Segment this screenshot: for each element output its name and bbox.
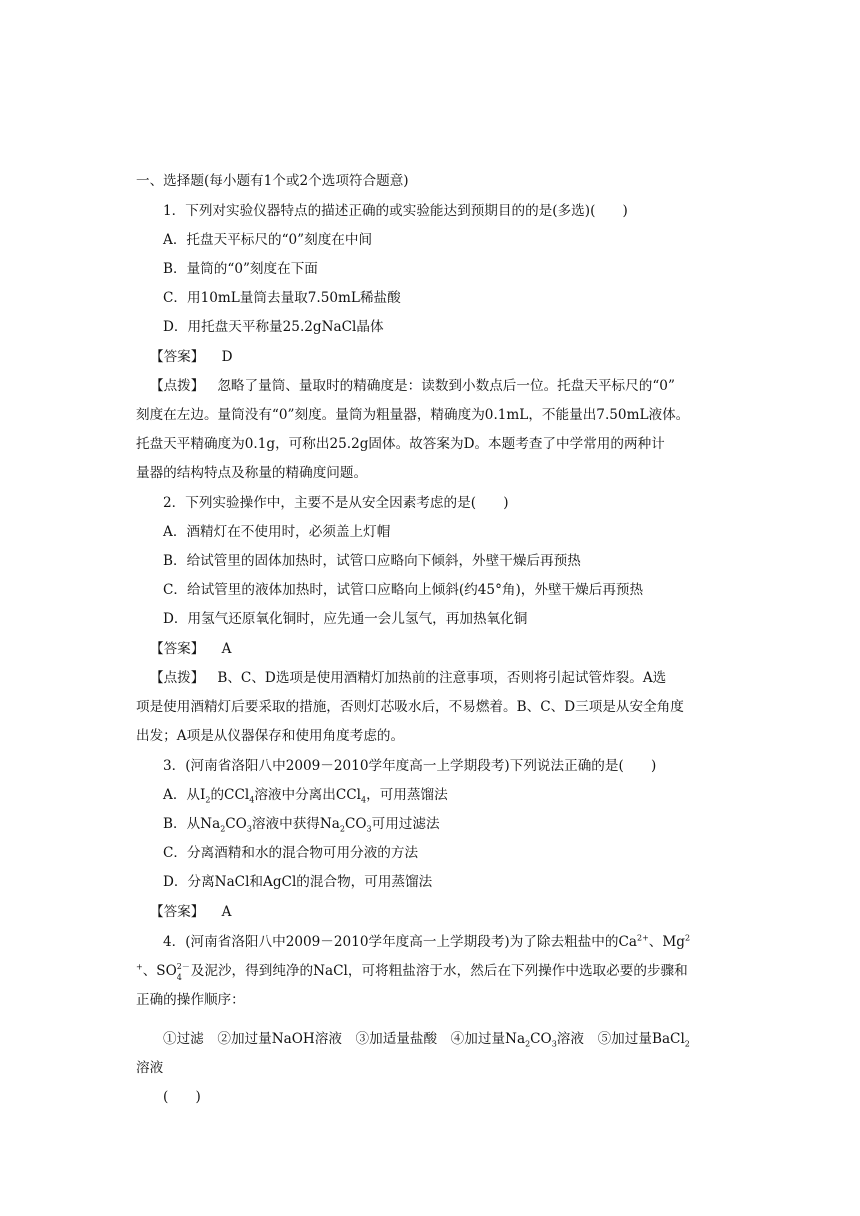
- q4-operations-cont: 溶液: [136, 1060, 164, 1076]
- text: 、Mg: [648, 934, 685, 950]
- text: CO: [225, 816, 247, 832]
- text: 溶液 ⑤加过量BaCl: [556, 1031, 685, 1047]
- text: ，可用蒸馏法: [366, 787, 448, 803]
- subscript: 2: [684, 1039, 690, 1049]
- superscript: 2: [685, 933, 691, 943]
- hint-text: B、C、D选项是使用酒精灯加热前的注意事项，否则将引起试管炸裂。A选: [217, 670, 667, 686]
- answer-label: 【答案】: [150, 641, 205, 657]
- q1-hint-line-4: 量器的结构特点及称量的精确度问题。: [136, 465, 368, 481]
- subscript: 2: [339, 824, 345, 834]
- text: A．从I: [163, 787, 206, 803]
- q3-option-b: [163, 815, 440, 833]
- q4-operations: [163, 1030, 690, 1048]
- q2-hint-line-3: 出发；A项是从仪器保存和使用角度考虑的。: [136, 728, 405, 744]
- q2-hint-line-1: [150, 669, 666, 687]
- superscript: 2－: [176, 962, 190, 971]
- hint-text: 忽略了量筒、量取时的精确度是：读数到小数点后一位。托盘天平标尺的“0”: [217, 378, 675, 394]
- q3-option-c: C．分离酒精和水的混合物可用分液的方法: [163, 845, 419, 861]
- q4-stem-line-2: [136, 962, 688, 980]
- q2-option-a: A．酒精灯在不使用时，必须盖上灯帽: [163, 524, 391, 540]
- q3-option-a: [163, 786, 448, 804]
- q2-stem: 2．下列实验操作中，主要不是从安全因素考虑的是( ): [163, 495, 509, 511]
- q3-stem: 3．(河南省洛阳八中2009－2010学年度高一上学期段考)下列说法正确的是( ): [163, 758, 657, 774]
- q1-hint-line-2: 刻度在左边。量筒没有“0”刻度。量筒为粗量器，精确度为0.1mL，不能量出7.50mL液体。: [136, 407, 690, 423]
- subscript: 4: [176, 973, 182, 982]
- subscript: 3: [551, 1039, 557, 1049]
- q3-option-d: D．分离NaCl和AgCl的混合物，可用蒸馏法: [163, 874, 433, 890]
- subscript: 2: [220, 824, 226, 834]
- q4-stem-line-1: [163, 933, 690, 951]
- q2-hint-line-2: 项是使用酒精灯后要采取的措施，否则灯芯吸水后，不易燃着。B、C、D三项是从安全角度: [136, 699, 684, 715]
- q2-option-b: B．给试管里的固体加热时，试管口应略向下倾斜，外壁干燥后再预热: [163, 553, 581, 569]
- answer-label: 【答案】: [150, 349, 205, 365]
- subscript: 4: [249, 795, 255, 805]
- section-title: 一、选择题(每小题有1个或2个选项符合题意): [136, 173, 409, 189]
- q4-answer-blank: ( ): [163, 1089, 201, 1105]
- subscript: 3: [246, 824, 252, 834]
- subscript: 2: [205, 795, 211, 805]
- hint-label: 【点拨】: [150, 378, 205, 394]
- q2-answer: [150, 640, 232, 658]
- q1-option-a: A．托盘天平标尺的“0”刻度在中间: [163, 232, 373, 248]
- text: 溶液中分离出CCl: [254, 787, 362, 803]
- answer-value: D: [221, 349, 233, 365]
- q1-option-d: D．用托盘天平称量25.2gNaCl晶体: [163, 319, 384, 335]
- sulfate-charge: [176, 962, 191, 982]
- q3-answer: [150, 903, 232, 921]
- q1-option-b: B．量筒的“0”刻度在下面: [163, 261, 318, 277]
- q2-option-c: C．给试管里的液体加热时，试管口应略向上倾斜(约45°角)，外壁干燥后再预热: [163, 582, 644, 598]
- text: 、SO: [142, 963, 177, 979]
- subscript: 2: [525, 1039, 531, 1049]
- text: CO: [344, 816, 367, 832]
- answer-value: A: [221, 641, 232, 657]
- hint-label: 【点拨】: [150, 670, 205, 686]
- q1-answer: [150, 348, 233, 366]
- q1-hint-line-3: 托盘天平精确度为0.1g，可称出25.2g固体。故答案为D。本题考查了中学常用的两种计: [136, 436, 665, 452]
- text: CO: [530, 1031, 552, 1047]
- text: 溶液中获得Na: [251, 816, 340, 832]
- text: 4．(河南省洛阳八中2009－2010学年度高一上学期段考)为了除去粗盐中的Ca: [163, 934, 637, 950]
- answer-label: 【答案】: [150, 904, 205, 920]
- q1-hint-line-1: [150, 377, 675, 395]
- answer-value: A: [221, 904, 232, 920]
- superscript: +: [136, 962, 143, 972]
- subscript: 4: [361, 795, 367, 805]
- q1-stem: 1．下列对实验仪器特点的描述正确的或实验能达到预期目的的是(多选)( ): [163, 203, 628, 219]
- q4-stem-line-3: 正确的操作顺序：: [136, 992, 245, 1008]
- text: 及泥沙，得到纯净的NaCl，可将粗盐溶于水，然后在下列操作中选取必要的步骤和: [190, 963, 688, 979]
- text: 的CCl: [210, 787, 250, 803]
- text: 可用过滤法: [371, 816, 440, 832]
- text: B．从Na: [163, 816, 221, 832]
- text: ①过滤 ②加过量NaOH溶液 ③加适量盐酸 ④加过量Na: [163, 1031, 526, 1047]
- q2-option-d: D．用氢气还原氧化铜时，应先通一会儿氢气，再加热氧化铜: [163, 611, 528, 627]
- subscript: 3: [366, 824, 372, 834]
- superscript: 2+: [636, 933, 649, 943]
- q1-option-c: C．用10mL量筒去量取7.50mL稀盐酸: [163, 290, 401, 306]
